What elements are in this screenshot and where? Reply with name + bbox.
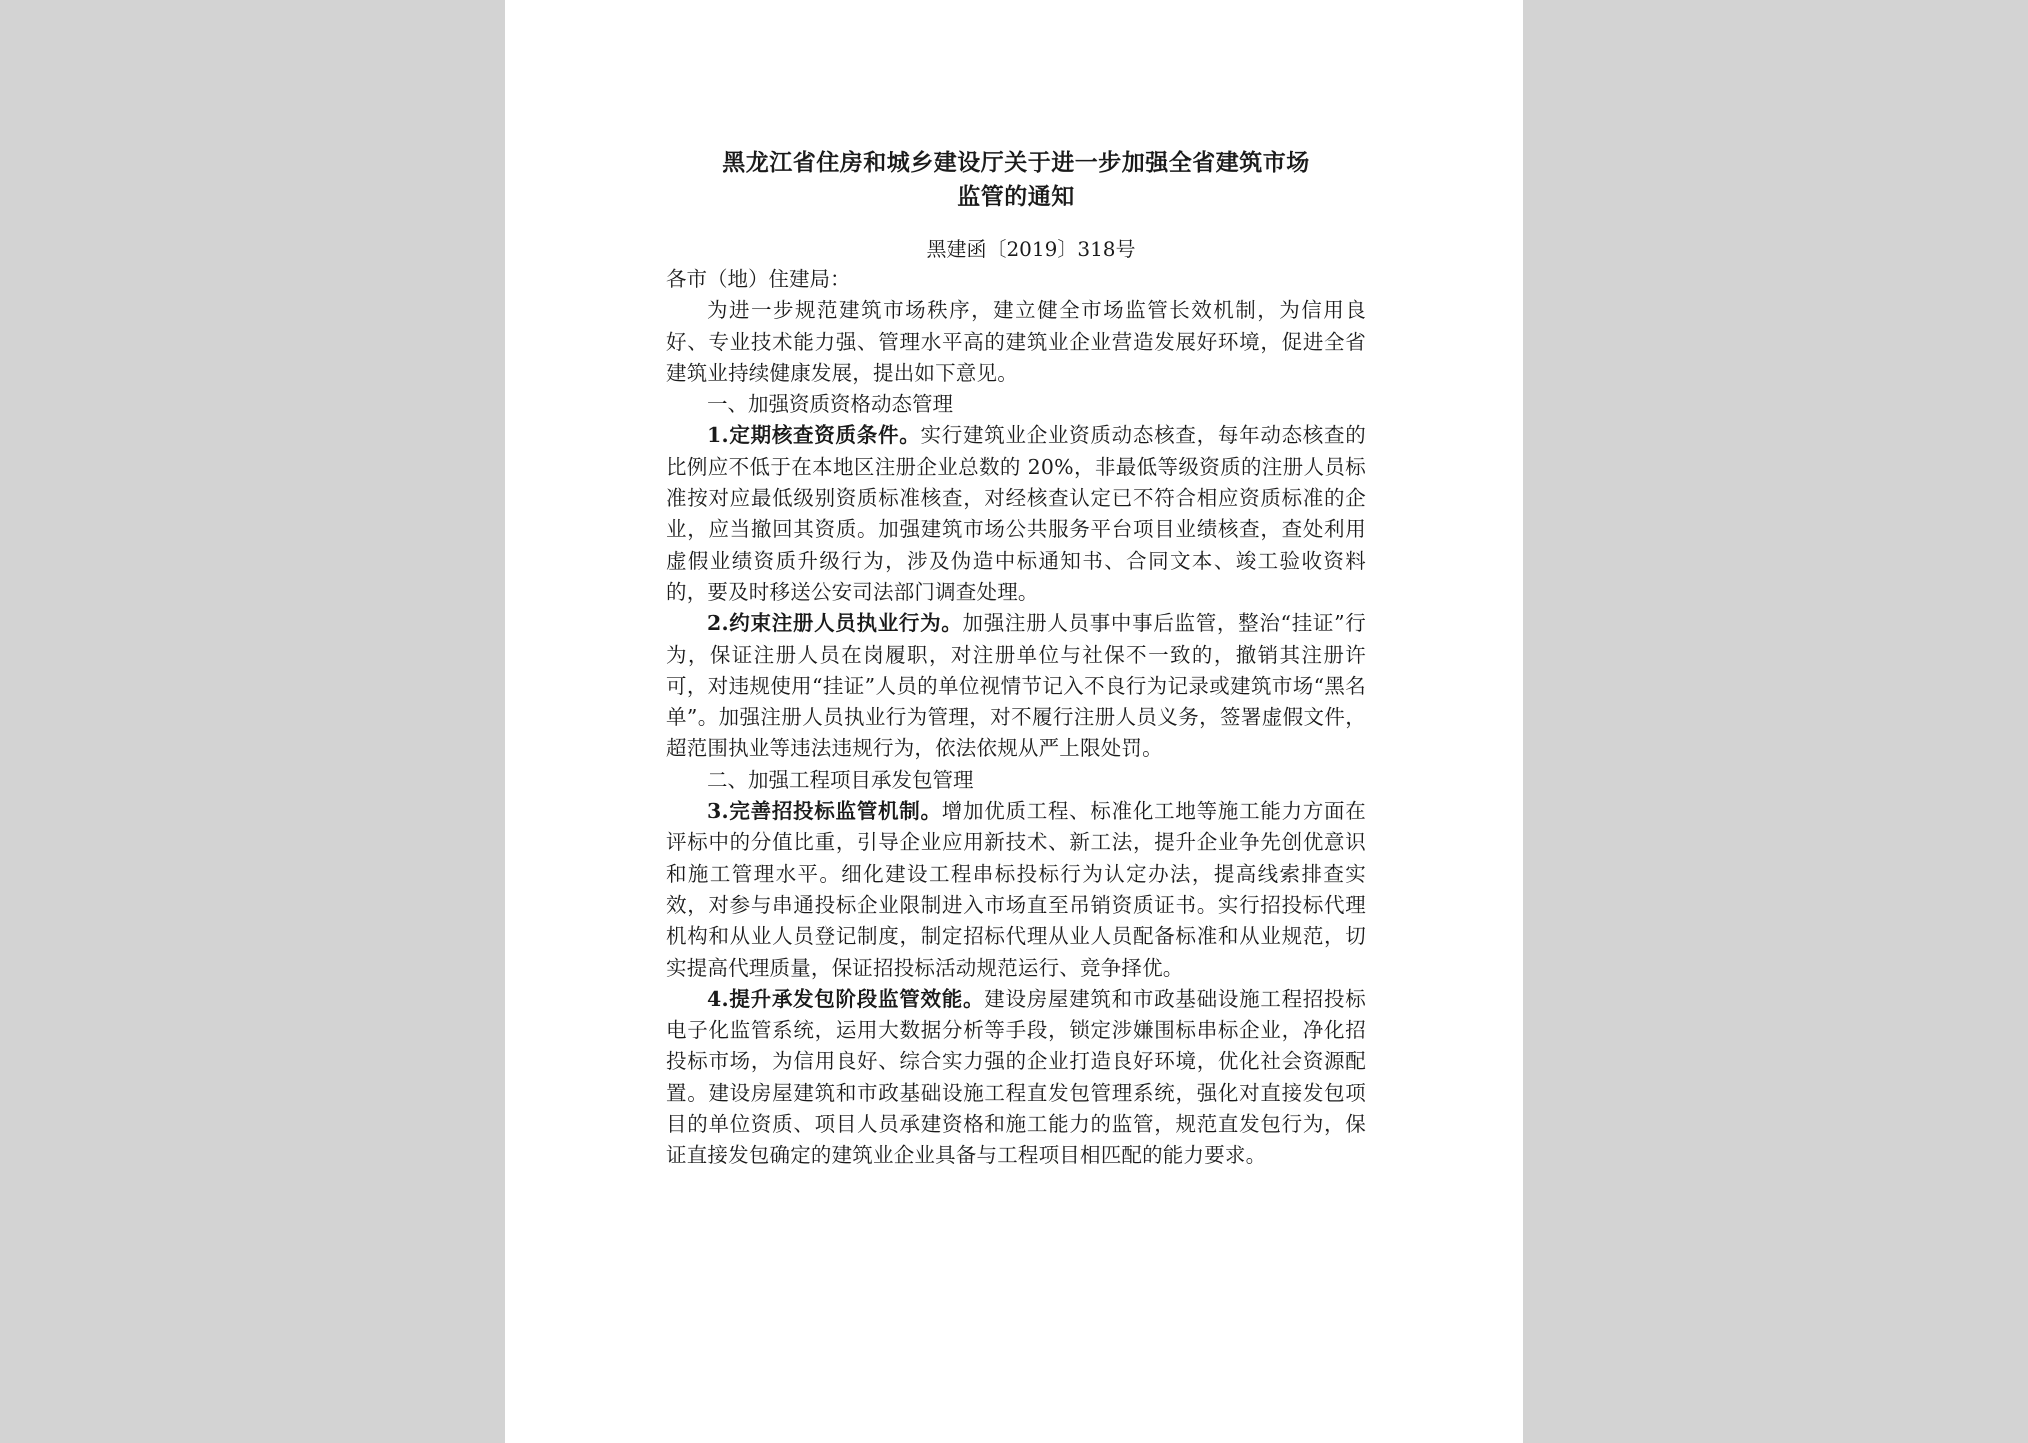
document-body [666, 146, 1366, 1172]
title-line-1: 黑龙江省住房和城乡建设厅关于进一步加强全省建筑市场 [722, 149, 1310, 176]
item-paragraph-4 [666, 984, 1366, 1172]
salutation: 各市（地）住建局： [666, 267, 851, 291]
item-lead-2: 2.约束注册人员执业行为。 [707, 611, 963, 636]
section-heading-2: 二、加强工程项目承发包管理 [707, 767, 974, 792]
item-paragraph-3 [666, 796, 1366, 984]
item-text-4: 建设房屋建筑和市政基础设施工程招投标电子化监管系统，运用大数据分析等手段，锁定涉嫌围标串标企业，净化招投标市场，为信用良好、综合实力强的企业打造良好环境，优化社会资源配置。建设房屋建筑和市政基础设施工程直发包管理系统，强化对直接发包项目的单位资质、项目人员承建资格和施工能力的监管，规范直发包行为，保证直接发包确定的建筑业企业具备与工程项目相匹配的能力要求。 [666, 986, 1366, 1168]
item-text-1: 实行建筑业企业资质动态核查，每年动态核查的比例应不低于在本地区注册企业总数的 20%，非最低等级资质的注册人员标准按对应最低级别资质标准核查，对经核查认定已不符合相应资质标准的企业，应当撤回其资质。加强建筑市场公共服务平台项目业绩核查，查处利用虚假业绩资质升级行为，涉及伪造中标通知书、合同文本、竣工验收资料的，要及时移送公安司法部门调查处理。 [666, 423, 1366, 604]
document-page [505, 0, 1523, 1443]
item-lead-1: 1.定期核查资质条件。 [707, 423, 921, 448]
intro-paragraph: 为进一步规范建筑市场秩序，建立健全市场监管长效机制，为信用良好、专业技术能力强、管理水平高的建筑业企业营造发展好环境，促进全省建筑业持续健康发展，提出如下意见。 [666, 298, 1366, 385]
document-number: 黑建函〔2019〕318号 [926, 237, 1136, 261]
title-line-2: 监管的通知 [957, 183, 1075, 210]
item-paragraph-1 [666, 420, 1366, 608]
item-text-3: 增加优质工程、标准化工地等施工能力方面在评标中的分值比重，引导企业应用新技术、新工法，提升企业争先创优意识和施工管理水平。细化建设工程串标投标行为认定办法，提高线索排查实效，对参与串通投标企业限制进入市场直至吊销资质证书。实行招投标代理机构和从业人员登记制度，制定招标代理从业人员配备标准和从业规范，切实提高代理质量，保证招投标活动规范运行、竞争择优。 [666, 799, 1367, 980]
item-lead-3: 3.完善招投标监管机制。 [707, 799, 942, 824]
section-heading-1: 一、加强资质资格动态管理 [707, 392, 953, 417]
item-paragraph-2 [666, 608, 1366, 764]
item-text-2: 加强注册人员事中事后监管，整治“挂证”行为，保证注册人员在岗履职，对注册单位与社保不一致的，撤销其注册许可，对违规使用“挂证”人员的单位视情节记入不良行为记录或建筑市场“黑名单”。加强注册人员执业行为管理，对不履行注册人员义务，签署虚假文件，超范围执业等违法违规行为，依法依规从严上限处罚。 [666, 611, 1366, 761]
document-title [666, 146, 1366, 214]
item-lead-4: 4.提升承发包阶段监管效能。 [707, 986, 985, 1011]
